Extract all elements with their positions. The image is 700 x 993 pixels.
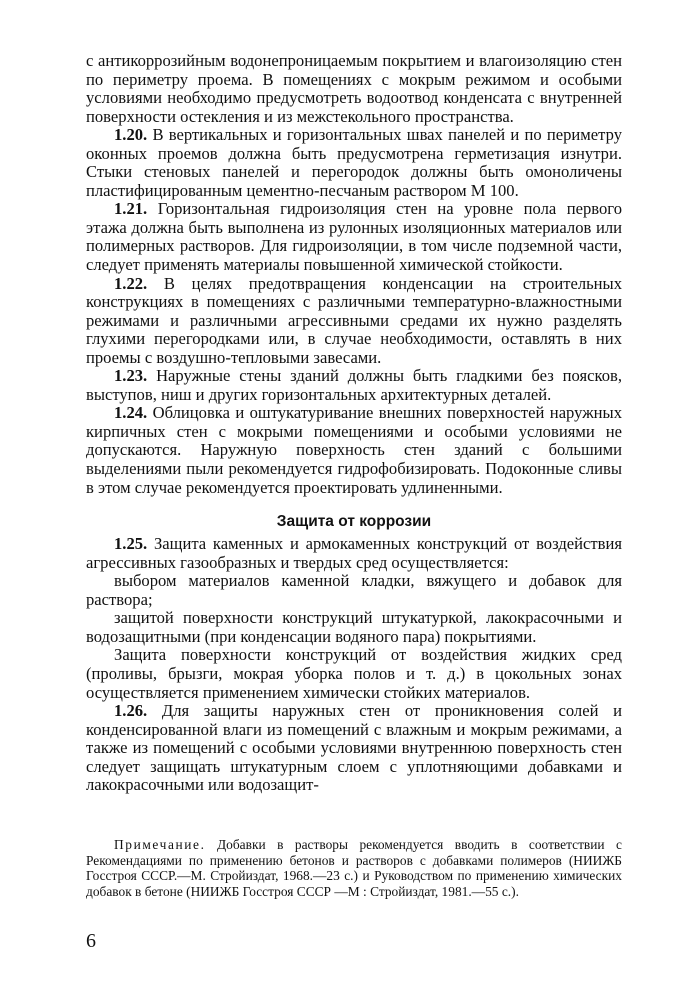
section-heading: Защита от коррозии [276, 513, 432, 531]
paragraph-number: 1.23. [114, 366, 148, 386]
paragraph-liquid-protection [86, 646, 622, 702]
paragraph-number: 1.20. [114, 125, 148, 145]
list-item-materials [86, 572, 622, 609]
paragraph-text: Облицовка и оштукатуривание внешних поверхностей наружных кирпичных стен с мокрыми помещениями и особыми условиями не допускаются. Наружную поверхность стен зданий с большими выделениями пыли рекомендуется гидрофобизировать. Подоконные сливы в этом случае рекомендуется проектировать удлиненными. [86, 403, 622, 497]
paragraph-text: выбором материалов каменной кладки, вяжущего и добавок для раствора; [86, 571, 622, 609]
paragraph-text: Наружные стены зданий должны быть гладкими без поясков, выступов, ниш и других горизонтальных архитектурных деталей. [86, 366, 622, 404]
footnote [86, 837, 622, 899]
paragraph-1-24 [86, 404, 622, 497]
footnote-body: Добавки в растворы рекомендуется вводить в соответствии с Рекомендациями по применению бетонов и растворов с добавками полимеров (НИИЖБ Госстроя СССР.—М. Стройиздат, 1968.—23 с.) и Руководством по применению химических добавок в бетоне (НИИЖБ Госстроя СССР —М : Стройиздат, 1981.—55 с.). [86, 837, 623, 899]
body-text [86, 52, 622, 795]
paragraph-text: с антикоррозийным водонепроницаемым покрытием и влагоизоляцию стен по периметру проема. В помещениях с мокрым режимом и особыми условиями необходимо предусмотреть водоотвод конденсата с внутренней поверхности остекления и из межстекольного пространства. [86, 51, 622, 126]
paragraph-text: Горизонтальная гидроизоляция стен на уровне пола первого этажа должна быть выполнена из рулонных изоляционных материалов или полимерных растворов. Для гидроизоляции, в том числе подземной части, следует применять материалы повышенной химической стойкости. [86, 199, 622, 275]
paragraph-text: Защита каменных и армокаменных конструкций от воздействия агрессивных газообразных и твердых сред осуществляется: [86, 534, 622, 572]
paragraph-number: 1.26. [114, 701, 148, 721]
paragraph-number: 1.25. [114, 534, 148, 554]
footnote-text [86, 837, 622, 899]
paragraph-text: Для защиты наружных стен от проникновения солей и конденсированной влаги из помещений с влажным и мокрым режимами, а также из помещений с особыми условиями внутреннюю поверхность стен следует защищать штукатурным слоем с уплотняющими добавками и лакокрасочными или водозащит- [86, 701, 623, 795]
paragraph-text: защитой поверхности конструкций штукатуркой, лакокрасочными и водозащитными (при конденсации водяного пара) покрытиями. [86, 608, 622, 646]
paragraph-1-25 [86, 535, 622, 572]
paragraph-number: 1.24. [114, 403, 148, 423]
paragraph-1-21 [86, 200, 622, 274]
paragraph-text: В вертикальных и горизонтальных швах панелей и по периметру оконных проемов должна быть предусмотрена герметизация изнутри. Стыки стеновых панелей и перегородок должны быть омоноличены пластифицированным цементно-песчаным раствором М 100. [86, 125, 622, 200]
paragraph-1-23 [86, 367, 622, 404]
paragraph-1-26 [86, 702, 622, 795]
paragraph-1-22 [86, 275, 622, 368]
paragraph-1-20 [86, 126, 622, 200]
paragraph-text: В целях предотвращения конденсации на строительных конструкциях в помещениях с различными температурно-влажностными режимами и различными агрессивными средами их нужно разделять глухими перегородками или, в случае необходимости, оставлять в них проемы с воздушно-тепловыми завесами. [86, 273, 622, 367]
list-item-coatings [86, 609, 622, 646]
paragraph-text: Защита поверхности конструкций от воздействия жидких сред (проливы, брызги, мокрая уборка полов и т. д.) в цокольных зонах осуществляется применением химически стойких материалов. [86, 645, 622, 702]
paragraph-number: 1.22. [114, 273, 148, 293]
page-number: 6 [86, 930, 96, 952]
paragraph-number: 1.21. [114, 199, 148, 219]
footnote-label: Примечание. [114, 837, 206, 852]
paragraph-continuation [86, 52, 622, 126]
